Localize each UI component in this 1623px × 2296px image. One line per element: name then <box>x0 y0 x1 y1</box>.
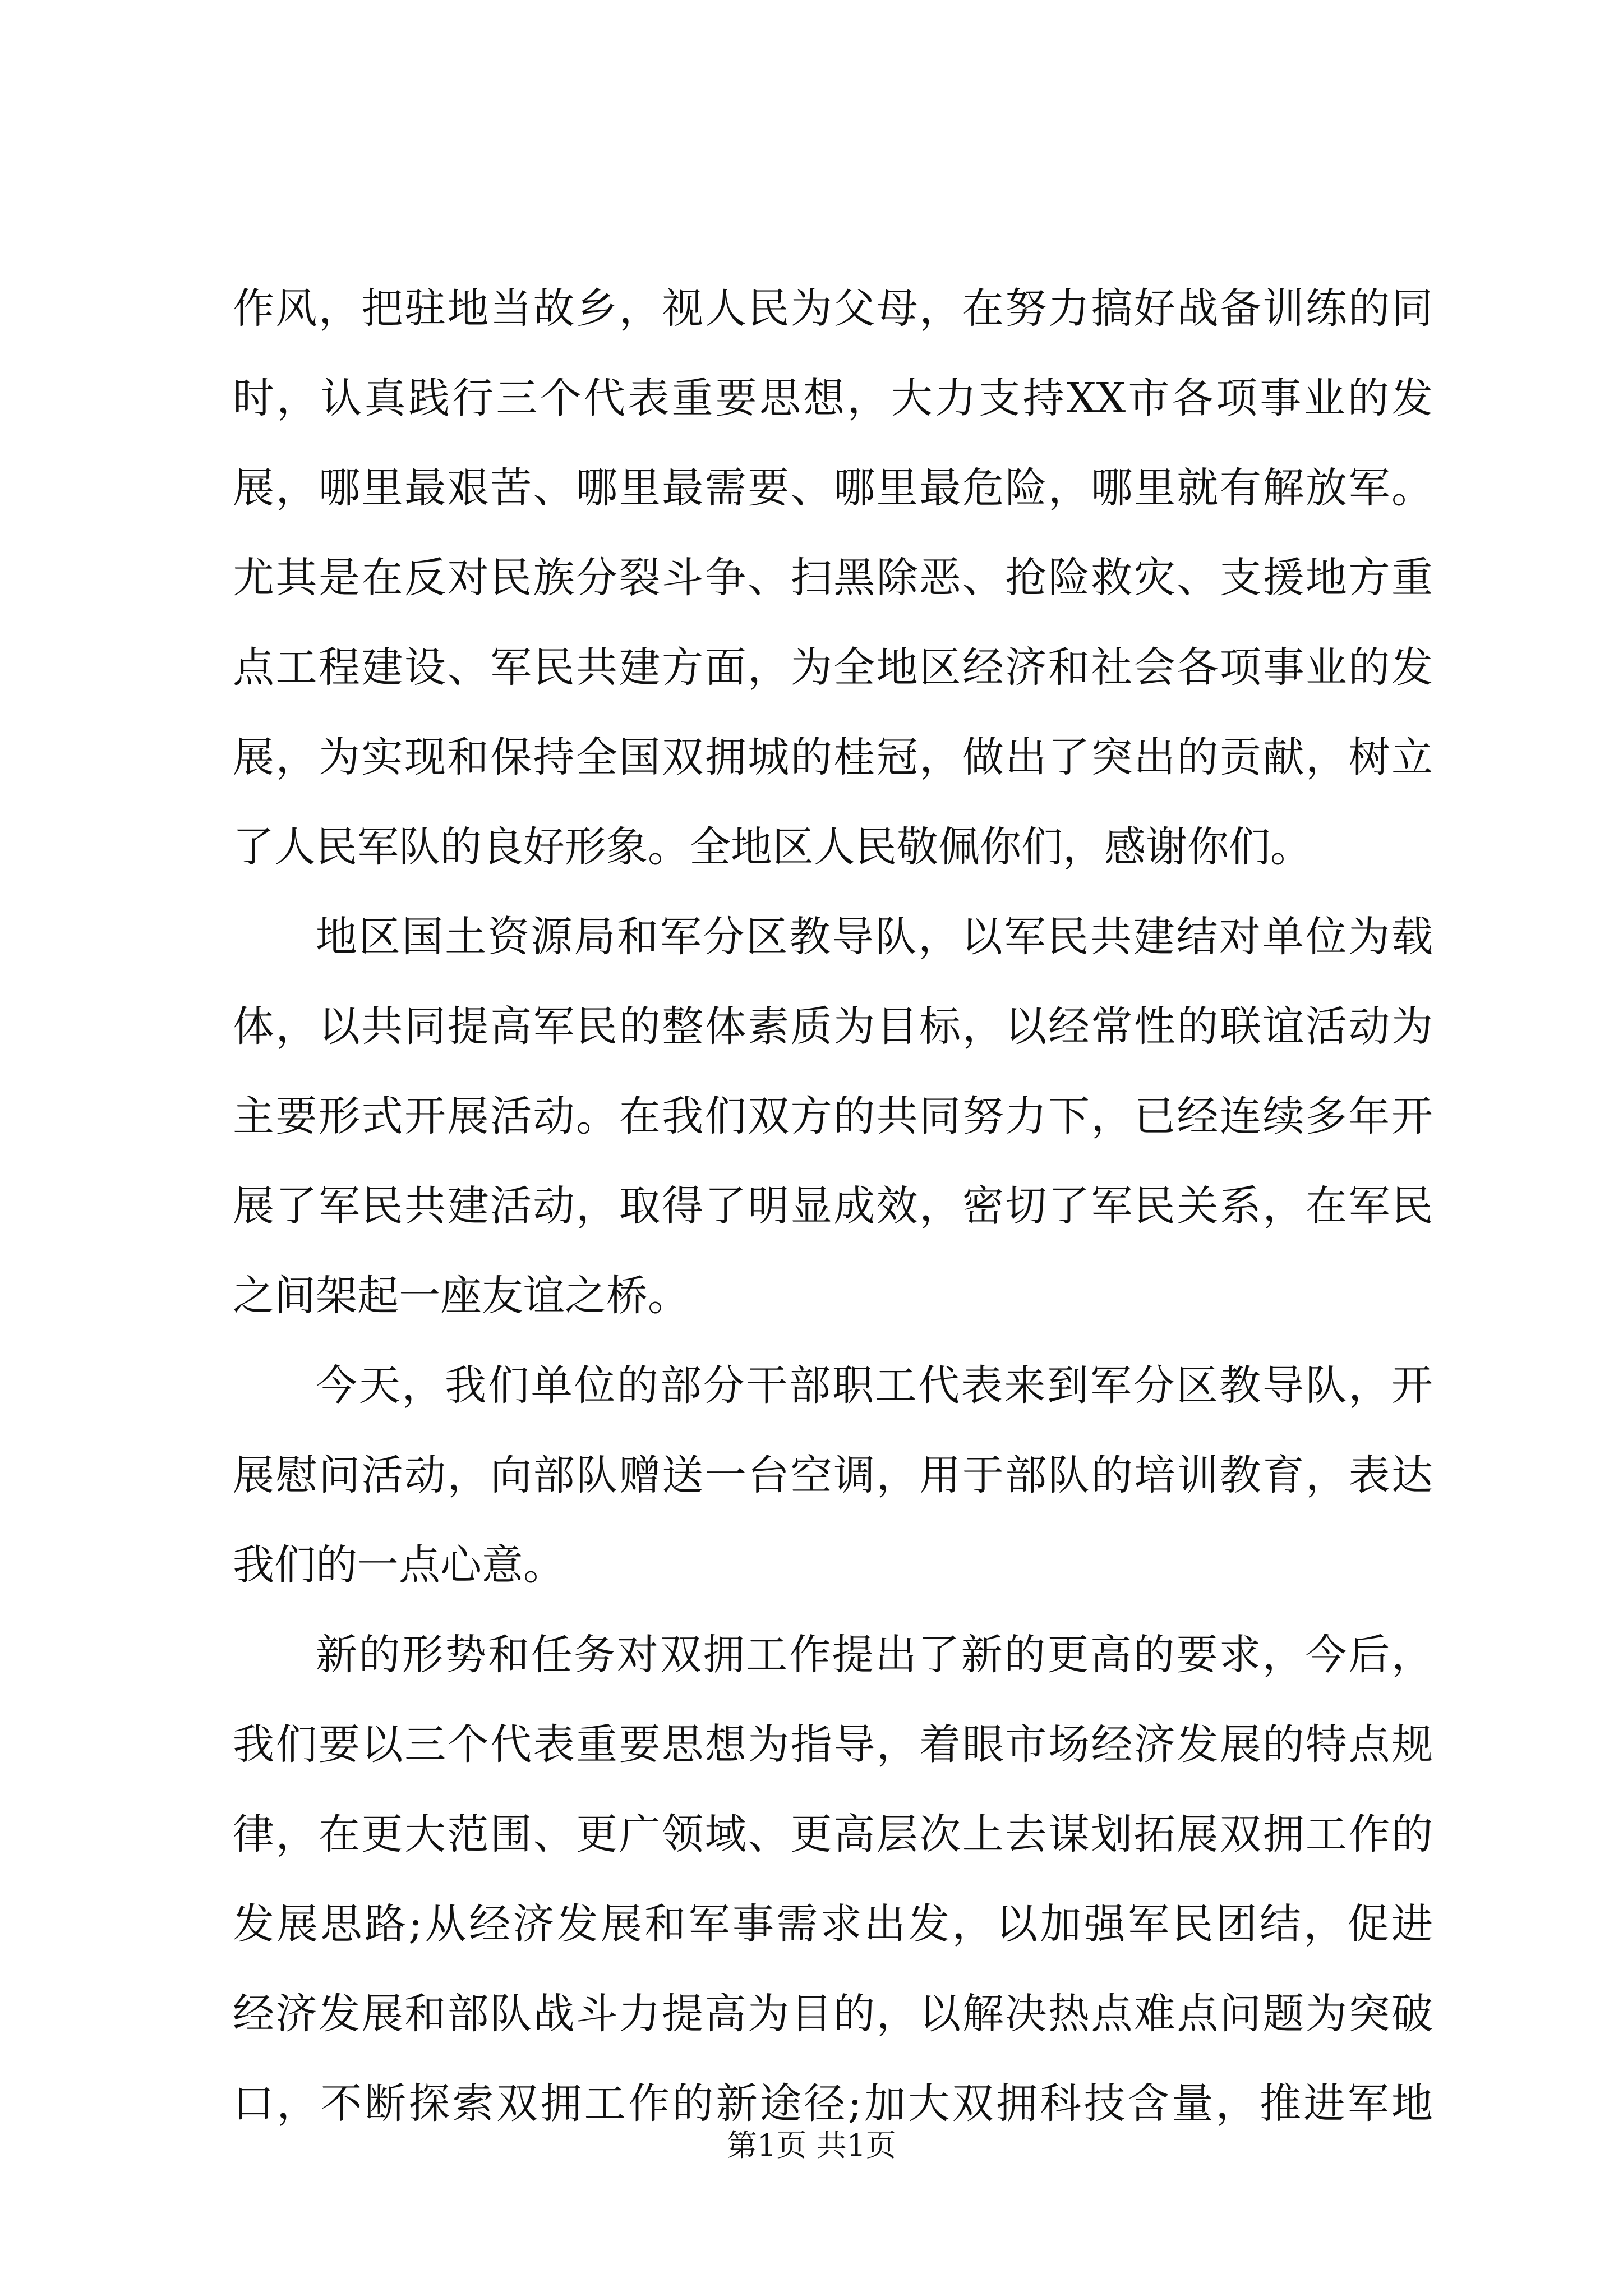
text-line: 展了军民共建活动，取得了明显成效，密切了军民关系，在军民 <box>233 1182 1433 1230</box>
text-line: 主要形式开展活动。在我们双方的共同努力下，已经连续多年开 <box>233 1092 1433 1140</box>
text-line: 我们要以三个代表重要思想为指导，着眼市场经济发展的特点规 <box>233 1720 1433 1769</box>
text-line: 展慰问活动，向部队赠送一台空调，用于部队的培训教育，表达 <box>233 1451 1433 1499</box>
text-line: 经济发展和部队战斗力提高为目的，以解决热点难点问题为突破 <box>233 1990 1433 2038</box>
text-line: 展，为实现和保持全国双拥城的桂冠，做出了突出的贡献，树立 <box>233 733 1433 781</box>
text-line: 律，在更大范围、更广领域、更高层次上去谋划拓展双拥工作的 <box>233 1810 1433 1858</box>
text-line: 时，认真践行三个代表重要思想，大力支持XX市各项事业的发 <box>233 374 1433 422</box>
text-line: 口，不断探索双拥工作的新途径;加大双拥科技含量，推进军地 <box>233 2079 1433 2128</box>
text-line-paragraph-start: 地区国土资源局和军分区教导队，以军民共建结对单位为载 <box>316 913 1433 961</box>
text-line-paragraph-end: 了人民军队的良好形象。全地区人民敬佩你们，感谢你们。 <box>233 823 1312 871</box>
text-line: 体，以共同提高军民的整体素质为目标，以经常性的联谊活动为 <box>233 1002 1433 1051</box>
text-line-paragraph-end: 我们的一点心意。 <box>233 1541 565 1589</box>
page-number-footer: 第1页 共1页 <box>727 2128 896 2163</box>
text-line: 作风，把驻地当故乡，视人民为父母，在努力搞好战备训练的同 <box>233 284 1433 333</box>
text-line: 点工程建设、军民共建方面，为全地区经济和社会各项事业的发 <box>233 643 1433 692</box>
text-line: 展，哪里最艰苦、哪里最需要、哪里最危险，哪里就有解放军。 <box>233 464 1433 512</box>
document-body <box>233 264 1433 2148</box>
text-line: 尤其是在反对民族分裂斗争、扫黑除恶、抢险救灾、支援地方重 <box>233 554 1433 602</box>
text-line-paragraph-end: 之间架起一座友谊之桥。 <box>233 1272 689 1320</box>
text-line-paragraph-start: 今天，我们单位的部分干部职工代表来到军分区教导队，开 <box>316 1361 1433 1410</box>
text-line-paragraph-start: 新的形势和任务对双拥工作提出了新的更高的要求，今后， <box>316 1631 1433 1679</box>
text-line: 发展思路;从经济发展和军事需求出发，以加强军民团结，促进 <box>233 1900 1433 1948</box>
